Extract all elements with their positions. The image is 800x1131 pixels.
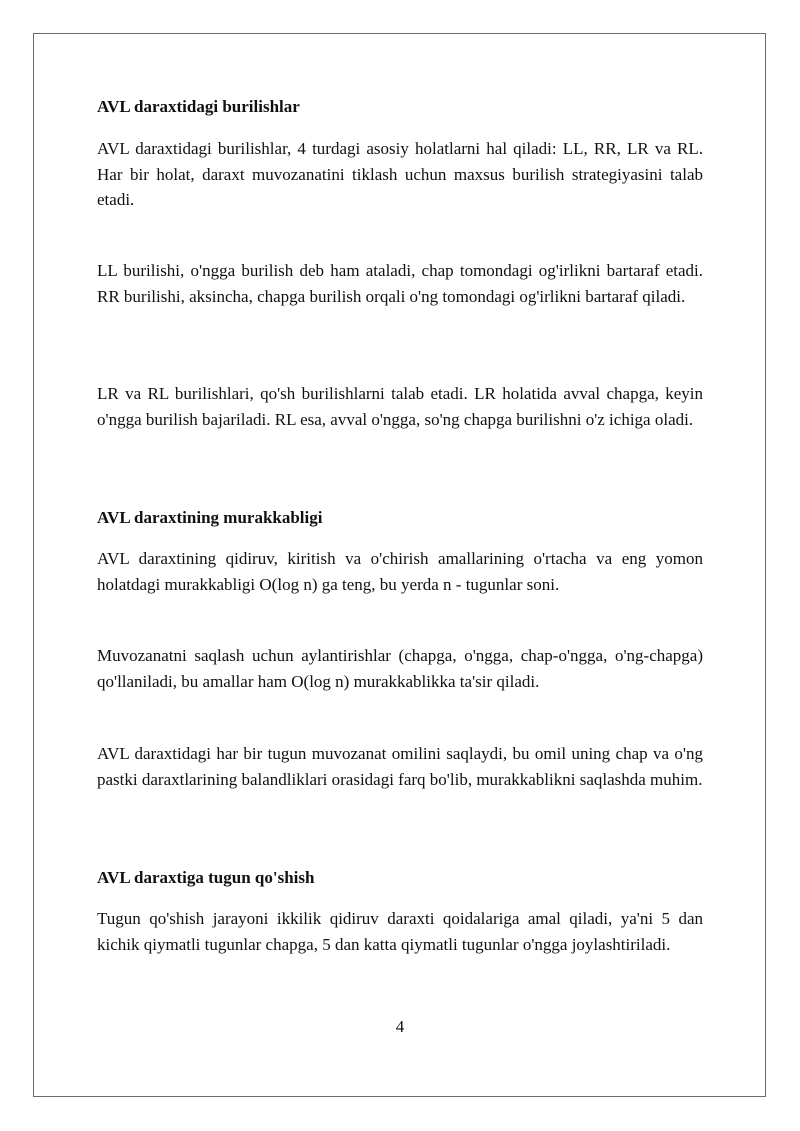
paragraph-complexity-2: Muvozanatni saqlash uchun aylantirishlar (chapga, o'ngga, chap-o'ngga, o'ng-chapga) qo'llaniladi, bu amallar ham O(log n) murakkablikka ta'sir qiladi. xyxy=(97,646,703,691)
paragraph-complexity-1: AVL daraxtining qidiruv, kiritish va o'chirish amallarining o'rtacha va eng yomon holatdagi murakkabligi O(log n) ga teng, bu yerda n - tugunlar soni. xyxy=(97,549,703,594)
section-heading-insertion: AVL daraxtiga tugun qo'shish xyxy=(97,868,315,887)
paragraph-insertion-1: Tugun qo'shish jarayoni ikkilik qidiruv daraxti qoidalariga amal qiladi, ya'ni 5 dan kichik qiymatli tugunlar chapga, 5 dan katta qiymatli tugunlar o'ngga joylashtiriladi. xyxy=(97,909,703,954)
page-number: 4 xyxy=(395,1017,405,1036)
paragraph-rotations-3: LR va RL burilishlari, qo'sh burilishlarni talab etadi. LR holatida avval chapga, keyin o'ngga burilish bajariladi. RL esa, avval o'ngga, so'ng chapga burilishni o'z ichiga oladi. xyxy=(97,384,703,429)
paragraph-complexity-3: AVL daraxtidagi har bir tugun muvozanat omilini saqlaydi, bu omil uning chap va o'ng pastki daraxtlarining balandliklari orasidagi farq bo'lib, murakkablikni saqlashda muhim. xyxy=(97,744,703,789)
paragraph-rotations-2: LL burilishi, o'ngga burilish deb ham ataladi, chap tomondagi og'irlikni bartaraf etadi. RR burilishi, aksincha, chapga burilish orqali o'ng tomondagi og'irlikni bartaraf qiladi. xyxy=(97,261,703,306)
section-heading-complexity: AVL daraxtining murakkabligi xyxy=(97,508,323,527)
paragraph-rotations-1: AVL daraxtidagi burilishlar, 4 turdagi asosiy holatlarni hal qiladi: LL, RR, LR va RL. Har bir holat, daraxt muvozanatini tiklash uchun maxsus burilish strategiyasini talab etadi. xyxy=(97,139,703,209)
section-heading-rotations: AVL daraxtidagi burilishlar xyxy=(97,97,300,116)
